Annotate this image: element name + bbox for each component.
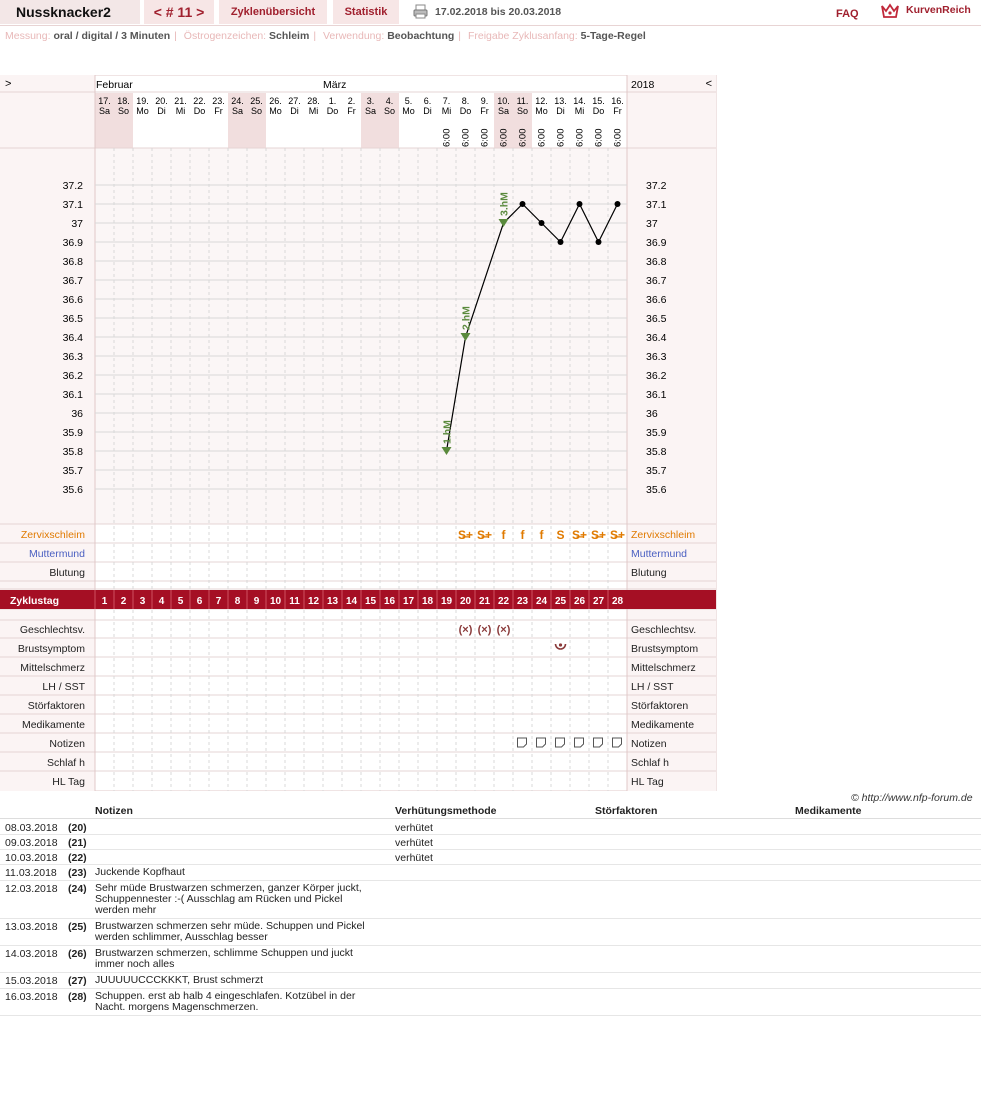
temperature-point [615, 201, 621, 207]
temperature-point [577, 201, 583, 207]
day-date: 28. [307, 96, 320, 106]
sleep-label-right: Schlaf h [631, 757, 669, 769]
day-date: 19. [136, 96, 149, 106]
note-icon[interactable] [537, 738, 546, 747]
day-date: 21. [174, 96, 187, 106]
note-date: 12.03.2018 [5, 883, 58, 895]
y-tick-right: 35.6 [646, 484, 667, 496]
y-tick-right: 36.6 [646, 294, 667, 306]
temperature-point [596, 239, 602, 245]
breast-label-left: Brustsymptom [17, 643, 85, 655]
cycle-day-number: 18 [421, 596, 434, 607]
note-icon[interactable] [575, 738, 584, 747]
notes-table-header [0, 805, 981, 819]
note-text: JUUUUUCCCKKKT, Brust schmerzt [95, 974, 264, 986]
y-tick-right: 36.5 [646, 313, 667, 325]
notes-table-row [0, 865, 981, 881]
notes-table-row [0, 835, 981, 850]
notes-table-row [0, 820, 981, 835]
y-tick-right: 36.9 [646, 237, 667, 249]
measurement-time: 6:00 [612, 128, 624, 147]
note-text: Brustwarzen schmerzen sehr müde. Schuppen und Pickel werden schlimmer, Ausschlag besser [95, 920, 365, 943]
cycle-day-number: 24 [535, 596, 548, 607]
measurement-time: 6:00 [555, 128, 567, 147]
cycle-day-number: 15 [364, 596, 377, 607]
day-weekday: Fr [347, 106, 356, 116]
release-label: Freigabe Zyklusanfang: [467, 30, 578, 42]
note-date: 14.03.2018 [5, 948, 58, 960]
day-weekday: Fr [480, 106, 489, 116]
cycle-day-number: 11 [289, 596, 300, 607]
meds-label-left: Medikamente [21, 719, 85, 731]
note-icon[interactable] [556, 738, 565, 747]
day-date: 1. [328, 96, 337, 106]
note-text: Schuppen. erst ab halb 4 eingeschlafen. Kotzübel in der Nacht. morgens Magenschmerzen. [95, 990, 356, 1013]
note-text: Brustwarzen schmerzen, schlimme Schuppen und juckt immer noch alles [95, 947, 353, 970]
note-method: verhütet [395, 852, 433, 864]
y-tick-right: 37.1 [646, 199, 667, 211]
cycle-day-number: 12 [307, 596, 320, 607]
day-weekday: Mi [574, 106, 585, 116]
day-weekday: Sa [364, 106, 377, 116]
note-cycle-day: (21) [68, 837, 87, 849]
day-weekday: Sa [497, 106, 510, 116]
note-text: Juckende Kopfhaut [95, 866, 185, 878]
intercourse-label-right: Geschlechtsv. [631, 624, 697, 636]
notes-column-header: Notizen [95, 805, 133, 817]
username-label: Nussknacker2 [0, 0, 140, 24]
note-cycle-day: (24) [68, 883, 87, 895]
hl-label-right: HL Tag [631, 776, 664, 788]
breast-symptom-dot [559, 643, 562, 646]
measurement-time: 6:00 [498, 128, 510, 147]
cervix-symbol: S̶+ [457, 528, 474, 542]
cycle-day-band [0, 590, 716, 609]
note-date: 15.03.2018 [5, 975, 58, 987]
day-weekday: Sa [231, 106, 244, 116]
day-date: 2. [347, 96, 356, 106]
measurement-value: oral / digital / 3 Minuten [53, 30, 171, 42]
cycle-day-number: 5 [177, 596, 184, 607]
day-weekday: Mo [269, 106, 282, 116]
day-weekday: Do [326, 106, 339, 116]
cervix-label-left: Zervixschleim [20, 529, 85, 541]
cervix-symbol: S̶+ [571, 528, 588, 542]
cervix-symbol: S̶+ [476, 528, 493, 542]
day-date: 16. [611, 96, 624, 106]
nav-right-arrow[interactable]: < [705, 78, 712, 90]
hl-label-left: HL Tag [52, 776, 85, 788]
note-cycle-day: (28) [68, 991, 87, 1003]
day-date: 20. [155, 96, 168, 106]
meds-label-right: Medikamente [631, 719, 695, 731]
y-tick-right: 36 [646, 408, 658, 420]
temperature-point [558, 239, 564, 245]
day-weekday: Sa [98, 106, 111, 116]
y-tick-left: 36.3 [62, 351, 83, 363]
estrogen-label: Östrogenzeichen: [183, 30, 267, 42]
copyright-text: © http://www.nfp-forum.de [851, 792, 973, 804]
cycle-day-number: 3 [139, 596, 146, 607]
y-tick-right: 36.2 [646, 370, 667, 382]
day-date: 26. [269, 96, 282, 106]
measurement-time: 6:00 [460, 128, 472, 147]
measurement-time: 6:00 [593, 128, 605, 147]
lh-label-left: LH / SST [42, 681, 85, 693]
day-date: 14. [573, 96, 586, 106]
day-weekday: Do [459, 106, 472, 116]
note-date: 09.03.2018 [5, 837, 58, 849]
measurement-time: 6:00 [441, 128, 453, 147]
y-tick-right: 35.8 [646, 446, 667, 458]
y-tick-right: 35.7 [646, 465, 667, 477]
cycle-day-number: 22 [497, 596, 510, 607]
method-column-header: Verhütungsmethode [395, 805, 497, 817]
measurement-time: 6:00 [574, 128, 586, 147]
measurement-time: 6:00 [479, 128, 491, 147]
day-date: 25. [250, 96, 263, 106]
day-date: 10. [497, 96, 510, 106]
kurvenreich-logo-text[interactable]: KurvenReich [906, 4, 971, 16]
y-tick-left: 37 [71, 218, 83, 230]
y-tick-left: 37.1 [62, 199, 83, 211]
cycle-day-number: 25 [554, 596, 567, 607]
y-tick-left: 36 [71, 408, 83, 420]
cycle-day-number: 6 [196, 596, 203, 607]
nav-left-arrow[interactable]: > [5, 78, 12, 90]
day-date: 12. [535, 96, 548, 106]
measurement-time: 6:00 [536, 128, 548, 147]
y-tick-left: 36.1 [62, 389, 83, 401]
y-tick-left: 35.7 [62, 465, 83, 477]
measurement-time: 6:00 [517, 128, 529, 147]
day-weekday: So [516, 106, 529, 116]
high-measurement-label: 2.hM [460, 306, 473, 330]
notes-table-row [0, 946, 981, 973]
note-cycle-day: (26) [68, 948, 87, 960]
estrogen-value: Schleim [269, 30, 310, 42]
y-tick-left: 35.6 [62, 484, 83, 496]
day-weekday: Do [592, 106, 605, 116]
note-date: 11.03.2018 [5, 867, 57, 879]
y-tick-right: 37 [646, 218, 658, 230]
y-tick-left: 35.9 [62, 427, 83, 439]
note-cycle-day: (27) [68, 975, 87, 987]
settings-row: Messung: oral / digital / 3 Minuten | Östrogenzeichen: Schleim | Verwendung: Beobachtung | Freigabe Zyklusanfang: 5-Tage-Regel [5, 30, 646, 42]
day-weekday: Do [193, 106, 206, 116]
note-date: 13.03.2018 [5, 921, 58, 933]
cycle-day-number: 21 [478, 596, 491, 607]
note-date: 08.03.2018 [5, 822, 58, 834]
notes-label-left: Notizen [49, 738, 85, 750]
year-label: 2018 [631, 79, 655, 91]
measurement-label: Messung: [5, 30, 51, 42]
day-date: 27. [288, 96, 301, 106]
day-date: 15. [592, 96, 605, 106]
notes-table-row [0, 919, 981, 946]
cervix-symbol: S̶+ [590, 528, 607, 542]
y-tick-right: 37.2 [646, 180, 667, 192]
day-date: 4. [385, 96, 394, 106]
cycle-day-number: 1 [101, 596, 108, 607]
note-method: verhütet [395, 837, 433, 849]
day-date: 22. [193, 96, 206, 106]
cycle-overview-tab[interactable]: Zyklenübersicht [219, 0, 327, 24]
day-date: 5. [404, 96, 413, 106]
day-weekday: Di [423, 106, 432, 116]
cervix-mouth-label-left: Muttermund [28, 548, 85, 560]
y-tick-right: 35.9 [646, 427, 667, 439]
day-date: 13. [554, 96, 567, 106]
day-date: 17. [98, 96, 111, 106]
note-method: verhütet [395, 822, 433, 834]
day-weekday: Fr [613, 106, 622, 116]
cycle-day-number: 14 [345, 596, 358, 607]
day-weekday: Mo [402, 106, 415, 116]
y-tick-left: 36.9 [62, 237, 83, 249]
cycle-day-number: 9 [253, 596, 260, 607]
day-date: 18. [117, 96, 130, 106]
y-tick-right: 36.1 [646, 389, 667, 401]
note-text: Sehr müde Brustwarzen schmerzen, ganzer Körper juckt, Schuppennester :-( Ausschlag am Rücken und Pickel werden mehr [95, 882, 362, 916]
cycle-day-number: 20 [459, 596, 472, 607]
note-date: 10.03.2018 [5, 852, 58, 864]
day-weekday: Mo [136, 106, 149, 116]
intercourse-label-left: Geschlechtsv. [19, 624, 85, 636]
usage-label: Verwendung: [322, 30, 385, 42]
bleeding-label-right: Blutung [631, 567, 667, 579]
day-date: 24. [231, 96, 244, 106]
notes-table-row [0, 973, 981, 989]
disturb-column-header: Störfaktoren [595, 805, 658, 817]
day-date: 7. [442, 96, 451, 106]
notes-label-right: Notizen [631, 738, 667, 750]
notes-table-row [0, 989, 981, 1016]
temperature-point [539, 220, 545, 226]
date-range: 17.02.2018 bis 20.03.2018 [435, 6, 562, 18]
y-tick-left: 36.4 [62, 332, 83, 344]
month-label-mar: März [323, 79, 347, 91]
y-tick-left: 36.7 [62, 275, 83, 287]
breast-label-right: Brustsymptom [631, 643, 699, 655]
notes-table-row [0, 850, 981, 865]
y-tick-left: 37.2 [62, 180, 83, 192]
intercourse-icon: (×) [477, 624, 492, 636]
cycle-day-number: 28 [611, 596, 624, 607]
day-date: 8. [461, 96, 470, 106]
day-weekday: So [383, 106, 396, 116]
note-cycle-day: (23) [68, 867, 87, 879]
cycle-day-number: 8 [234, 596, 241, 607]
day-weekday: Mi [175, 106, 186, 116]
y-tick-left: 36.8 [62, 256, 83, 268]
cycle-navigator[interactable]: < # 11 > [144, 0, 214, 24]
day-weekday: Fr [214, 106, 223, 116]
day-weekday: So [117, 106, 130, 116]
note-cycle-day: (22) [68, 852, 87, 864]
disturb-label-right: Störfaktoren [631, 700, 689, 712]
cervix-symbol: f [520, 528, 525, 542]
notes-table-body [0, 820, 981, 1016]
day-date: 11. [516, 96, 529, 106]
cycle-day-number: 23 [516, 596, 529, 607]
high-measurement-label: 1.hM [441, 420, 454, 444]
cycle-day-number: 17 [402, 596, 415, 607]
usage-value: Beobachtung [387, 30, 455, 42]
y-tick-right: 36.7 [646, 275, 667, 287]
high-measurement-label: 3.hM [498, 192, 511, 216]
y-tick-left: 36.5 [62, 313, 83, 325]
day-date: 23. [212, 96, 225, 106]
top-bar [0, 0, 981, 26]
midpain-label-left: Mittelschmerz [20, 662, 85, 674]
note-cycle-day: (20) [68, 822, 87, 834]
printer-icon[interactable] [413, 4, 428, 19]
day-weekday: So [250, 106, 263, 116]
note-date: 16.03.2018 [5, 991, 58, 1003]
y-tick-left: 36.6 [62, 294, 83, 306]
cycle-day-number: 27 [592, 596, 605, 607]
cervix-mouth-label-right: Muttermund [631, 548, 688, 560]
cycle-day-number: 13 [326, 596, 339, 607]
y-tick-right: 36.3 [646, 351, 667, 363]
y-tick-left: 35.8 [62, 446, 83, 458]
cervix-symbol: S [556, 528, 565, 542]
cycle-day-number: 26 [573, 596, 586, 607]
cervix-label-right: Zervixschleim [631, 529, 696, 541]
temperature-point [520, 201, 526, 207]
kurvenreich-logo-icon [880, 2, 900, 20]
lh-label-right: LH / SST [631, 681, 674, 693]
day-date: 6. [423, 96, 432, 106]
notes-table-row [0, 881, 981, 919]
y-tick-right: 36.4 [646, 332, 667, 344]
cycle-day-number: 19 [440, 596, 453, 607]
intercourse-icon: (×) [458, 624, 473, 636]
month-label-feb: Februar [96, 79, 133, 91]
day-weekday: Di [157, 106, 166, 116]
release-value: 5-Tage-Regel [580, 30, 646, 42]
sleep-label-left: Schlaf h [47, 757, 85, 769]
y-tick-left: 36.2 [62, 370, 83, 382]
faq-link[interactable]: FAQ [836, 8, 859, 20]
cervix-symbol: f [539, 528, 544, 542]
day-weekday: Di [290, 106, 299, 116]
cervix-symbol: f [501, 528, 506, 542]
day-weekday: Mo [535, 106, 548, 116]
bleeding-label-left: Blutung [49, 567, 85, 579]
cycle-day-number: 2 [120, 596, 127, 607]
cycle-chart [0, 75, 718, 791]
cycle-day-number: 4 [158, 596, 165, 607]
meds-column-header: Medikamente [795, 805, 862, 817]
note-icon[interactable] [594, 738, 603, 747]
intercourse-icon: (×) [496, 624, 511, 636]
statistics-tab[interactable]: Statistik [333, 0, 399, 24]
day-date: 9. [480, 96, 489, 106]
day-weekday: Mi [308, 106, 319, 116]
midpain-label-right: Mittelschmerz [631, 662, 696, 674]
disturb-label-left: Störfaktoren [27, 700, 85, 712]
cycle-day-number: 10 [269, 596, 282, 607]
note-icon[interactable] [613, 738, 622, 747]
day-weekday: Mi [441, 106, 452, 116]
cervix-symbol: S̶+ [609, 528, 626, 542]
note-icon[interactable] [518, 738, 527, 747]
cycle-day-number: 16 [383, 596, 396, 607]
cycle-day-label: Zyklustag [10, 595, 60, 607]
y-tick-right: 36.8 [646, 256, 667, 268]
note-cycle-day: (25) [68, 921, 87, 933]
day-date: 3. [366, 96, 375, 106]
cycle-day-number: 7 [215, 596, 222, 607]
day-weekday: Di [556, 106, 565, 116]
